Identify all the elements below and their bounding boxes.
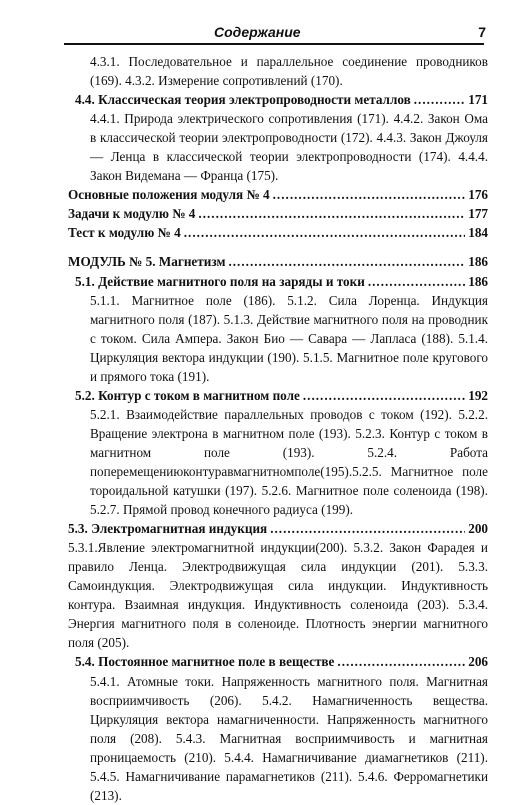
table-of-contents [68, 52, 488, 805]
toc-entry-text-5-1: 5.1.1. Магнитное поле (186). 5.1.2. Сила Лоренца. Индукция магнитного поля (187). 5.1.3. Действие магнитного поля на проводник с током. Сила Ампера. Закон Био — Савара — Лапласа (188). 5.1.4. Циркуляция вектора индукции (190). 5.1.5. Магнитное поле кругового и прямого тока (191). [90, 292, 488, 384]
toc-entry-test-4[interactable] [68, 223, 488, 242]
dot-leader [273, 185, 466, 204]
toc-entry-text-5-4: 5.4.1. Атомные токи. Напряженность магнитного поля. Магнитная восприимчивость (206). 5.4.2. Намагниченность вещества. Циркуляция вектора намагниченности. Напряженность магнитного поля (208). 5.4.3. Магнитная восприимчивость и магнитная проницаемость (210). 5.4.4. Намагничивание диамагнетиков (211). 5.4.5. Намагничивание парамагнетиков (211). 5.4.6. Ферромагнетики (213). [90, 673, 488, 803]
toc-entry-title: Задачи к модулю № 4 [68, 206, 196, 222]
spacer [68, 242, 488, 252]
toc-entry-page: 200 [468, 521, 488, 537]
toc-entry-page: 186 [468, 254, 488, 270]
toc-entry-tasks-4[interactable] [68, 204, 488, 223]
toc-entry-title: 5.3. Электромагнитная индукция [68, 521, 268, 537]
dot-leader [414, 90, 465, 109]
dot-leader [228, 252, 465, 271]
toc-entry-page: 176 [468, 187, 488, 203]
toc-entry-text-5-2: 5.2.1. Взаимодействие параллельных проводов с током (192). 5.2.2. Вращение электрона в магнитном поле (193). 5.2.3. Контур с током в магнитном поле (193). 5.2.4. Работа поперемещениюконтуравмагнитномполе(195).5.2.5. Магнитное поле тороидальной катушки (197). 5.2.6. Магнитное поле соленоида (198). 5.2.7. Прямой провод конечного радиуса (199). [90, 406, 488, 518]
page-number: 7 [478, 24, 486, 40]
toc-entry-page: 171 [468, 92, 488, 108]
toc-entry-page: 206 [468, 654, 488, 670]
toc-entry-5-1[interactable] [68, 272, 488, 291]
dot-leader [303, 386, 465, 405]
toc-entry-title: 4.4. Классическая теория электропроводности металлов [75, 92, 411, 108]
toc-entry-text-4-3: 4.3.1. Последовательное и параллельное соединение проводников (169). 4.3.2. Измерение сопротивлений (170). [90, 54, 488, 89]
running-header [64, 22, 484, 44]
toc-entry-5-2[interactable] [68, 386, 488, 405]
toc-entry-page: 192 [468, 387, 488, 403]
toc-entry-title: Основные положения модуля № 4 [68, 187, 270, 203]
dot-leader [270, 519, 465, 538]
toc-entry-text-4-4: 4.4.1. Природа электрического сопротивления (171). 4.4.2. Закон Ома в классической теории электропроводности (172). 4.4.3. Закон Джоуля — Ленца в классической теории электропроводности (174). 4.4.4. Закон Видемана — Франца (175). [90, 111, 488, 184]
toc-entry-basics-4[interactable] [68, 185, 488, 204]
toc-entry-4-4[interactable] [68, 90, 488, 109]
toc-entry-page: 184 [468, 225, 488, 241]
toc-entry-page: 186 [468, 273, 488, 289]
toc-entry-title: Тест к модулю № 4 [68, 225, 181, 241]
toc-entry-text-5-3: 5.3.1.Явление электромагнитной индукции(200). 5.3.2. Закон Фарадея и правило Ленца. Электродвижущая сила индукции (201). 5.3.3. Самоиндукция. Электродвижущая сила индукции. Индуктивность контура. Взаимная индукция. Индуктивность соленоида (203). 5.3.4. Энергия магнитного поля в соленоиде. Плотность энергии магнитного поля (205). [68, 540, 488, 651]
toc-entry-title: 5.1. Действие магнитного поля на заряды и токи [75, 273, 365, 289]
toc-entry-title: 5.4. Постоянное магнитное поле в веществе [75, 654, 335, 670]
toc-entry-module-5[interactable] [68, 252, 488, 271]
toc-entry-page: 177 [468, 206, 488, 222]
toc-entry-title: МОДУЛЬ № 5. Магнетизм [68, 254, 226, 270]
toc-entry-5-4[interactable] [68, 652, 488, 671]
header-rule [64, 43, 484, 45]
dot-leader [337, 652, 465, 671]
running-header-title: Содержание [214, 24, 301, 40]
dot-leader [368, 272, 465, 291]
dot-leader [184, 223, 466, 242]
dot-leader [198, 204, 465, 223]
toc-entry-5-3[interactable] [68, 519, 488, 538]
toc-entry-title: 5.2. Контур с током в магнитном поле [75, 387, 300, 403]
